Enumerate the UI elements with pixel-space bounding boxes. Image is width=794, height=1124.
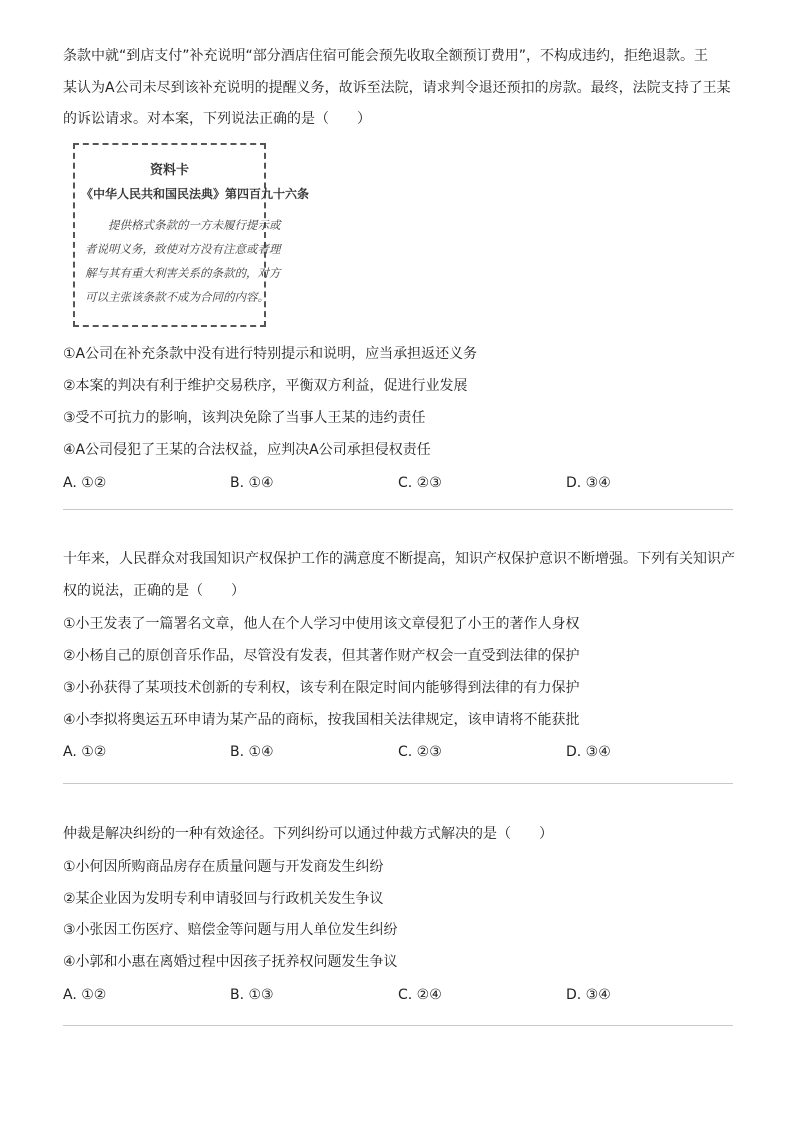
q1-stem-line-3: 的诉讼请求。对本案，下列说法正确的是（ ） [63, 111, 371, 127]
q1-statement-1: ①A公司在补充条款中没有进行特别提示和说明，应当承担返还义务 [63, 346, 478, 362]
q2-option-d[interactable]: D. ③④ [566, 744, 611, 760]
q3-option-a[interactable]: A. ①② [63, 987, 107, 1003]
q1-option-d[interactable]: D. ③④ [566, 475, 611, 491]
q2-statement-3: ③小孙获得了某项技术创新的专利权，该专利在限定时间内能够得到法律的有力保护 [63, 680, 580, 696]
q2-option-b[interactable]: B. ①④ [230, 744, 274, 760]
q1-option-b[interactable]: B. ①④ [230, 475, 274, 491]
q2-stem-line-1: 十年来，人民群众对我国知识产权保护工作的满意度不断提高，知识产权保护意识不断增强。下列有关知识产 [63, 551, 735, 567]
q1-option-c[interactable]: C. ②③ [398, 475, 442, 491]
q1-statement-4: ④A公司侵犯了王某的合法权益，应判决A公司承担侵权责任 [63, 442, 431, 458]
q3-option-b[interactable]: B. ①③ [230, 987, 274, 1003]
question-divider [63, 1025, 733, 1026]
q3-statement-3: ③小张因工伤医疗、赔偿金等问题与用人单位发生纠纷 [63, 922, 398, 938]
info-card-body-line: 者说明义务，致使对方没有注意或者理 [85, 242, 281, 256]
question-divider [63, 509, 733, 510]
q3-statement-2: ②某企业因为发明专利申请驳回与行政机关发生争议 [63, 891, 384, 907]
q3-option-c[interactable]: C. ②④ [398, 987, 442, 1003]
q1-option-a[interactable]: A. ①② [63, 475, 107, 491]
info-card-title: 资料卡 [149, 163, 189, 178]
info-card [73, 143, 310, 327]
q2-statement-4: ④小李拟将奥运五环申请为某产品的商标，按我国相关法律规定，该申请将不能获批 [63, 712, 580, 728]
info-card-body-line: 可以主张该条款不成为合同的内容。 [85, 290, 269, 304]
q1-stem-line-1: 条款中就“到店支付”补充说明“部分酒店住宿可能会预先收取全额预订费用”，不构成违约，拒绝退款。王 [63, 48, 709, 64]
q2-stem-line-2: 权的说法，正确的是（ ） [63, 583, 245, 599]
q3-option-d[interactable]: D. ③④ [566, 987, 611, 1003]
q2-option-a[interactable]: A. ①② [63, 744, 107, 760]
info-card-law: 《中华人民共和国民法典》第四百九十六条 [81, 187, 310, 201]
q3-statement-4: ④小郭和小惠在离婚过程中因孩子抚养权问题发生争议 [63, 954, 398, 970]
q2-statement-2: ②小杨自己的原创音乐作品，尽管没有发表，但其著作财产权会一直受到法律的保护 [63, 648, 580, 664]
q1-stem-line-2: 某认为A公司未尽到该补充说明的提醒义务，故诉至法院，请求判令退还预扣的房款。最终，法院支持了王某 [63, 80, 731, 96]
q2-statement-1: ①小王发表了一篇署名文章，他人在个人学习中使用该文章侵犯了小王的著作人身权 [63, 616, 580, 632]
q1-statement-3: ③受不可抗力的影响，该判决免除了当事人王某的违约责任 [63, 410, 426, 426]
q1-statement-2: ②本案的判决有利于维护交易秩序，平衡双方利益，促进行业发展 [63, 378, 468, 394]
info-card-body-line: 提供格式条款的一方未履行提示或 [85, 218, 281, 232]
q2-option-c[interactable]: C. ②③ [398, 744, 442, 760]
info-card-body [85, 213, 281, 309]
question-divider [63, 783, 733, 784]
q3-stem-line-1: 仲裁是解决纠纷的一种有效途径。下列纠纷可以通过仲裁方式解决的是（ ） [63, 826, 553, 842]
q3-statement-1: ①小何因所购商品房存在质量问题与开发商发生纠纷 [63, 859, 384, 875]
info-card-body-line: 解与其有重大利害关系的条款的，对方 [85, 266, 281, 280]
